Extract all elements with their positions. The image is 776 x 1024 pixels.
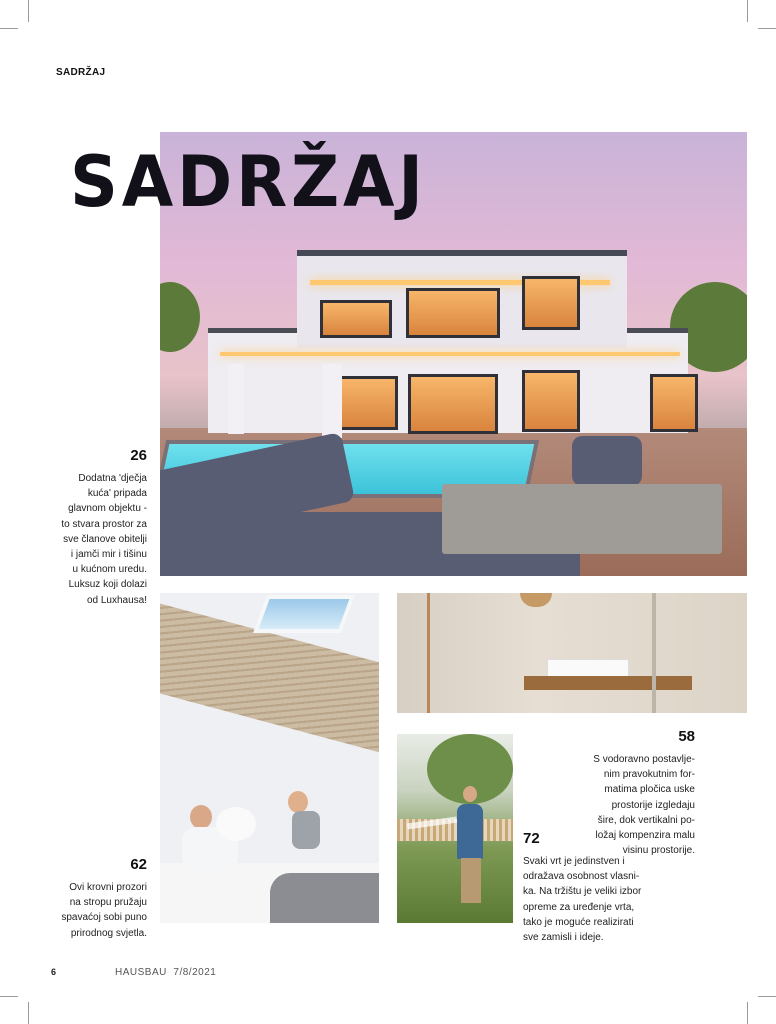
page-number[interactable]: 26 xyxy=(130,447,147,464)
page-number[interactable]: 58 xyxy=(678,728,695,745)
crop-mark xyxy=(758,28,776,29)
caption-line: u kućnom uredu. xyxy=(72,564,147,576)
window xyxy=(650,374,698,432)
caption-line: prirodnog svjetla. xyxy=(70,927,147,939)
gardener-head xyxy=(463,786,477,802)
caption-line: ložaj kompenzira malu xyxy=(595,830,695,842)
caption-line: glavnom objektu - xyxy=(68,503,147,515)
caption-line: Dodatna 'dječja xyxy=(78,473,147,484)
tree-left xyxy=(160,282,200,352)
crop-mark xyxy=(747,1002,748,1024)
pillar xyxy=(228,364,244,434)
caption-line: odražava osobnost vlasni- xyxy=(523,871,640,883)
crop-mark xyxy=(0,996,18,997)
caption-line: Svaki vrt je jedinstven i xyxy=(523,856,625,867)
article-caption-26 xyxy=(37,447,147,608)
page-number[interactable]: 62 xyxy=(130,856,147,873)
window xyxy=(522,370,580,432)
shower-glass xyxy=(652,593,656,713)
pillow xyxy=(216,807,256,841)
pillar xyxy=(322,364,342,438)
coffee-table xyxy=(442,484,722,554)
gardener xyxy=(457,804,483,859)
article-caption-62 xyxy=(37,856,147,941)
caption-line: kuća' pripada xyxy=(87,488,147,500)
photo-bathroom xyxy=(397,593,747,713)
light-strip xyxy=(220,352,680,356)
window xyxy=(522,276,580,330)
caption-line: sve zamisli i ideje. xyxy=(523,932,604,944)
caption-line: i jamči mir i tišinu xyxy=(70,549,147,561)
skylight-window xyxy=(253,595,355,633)
footer-magazine-issue: HAUSBAU 7/8/2021 xyxy=(115,967,217,978)
caption-line: Ovi krovni prozori xyxy=(69,882,147,893)
caption-line: prostorije izgledaju xyxy=(611,799,695,811)
caption-line: šire, dok vertikalni po- xyxy=(597,814,695,826)
caption-line: sve članove obitelji xyxy=(63,533,147,545)
caption-line: visinu prostorije. xyxy=(622,845,695,857)
towel-ladder xyxy=(427,593,430,713)
crop-mark xyxy=(747,0,748,22)
child-body xyxy=(292,811,320,849)
crop-mark xyxy=(28,1002,29,1024)
pendant-lamp xyxy=(520,593,552,607)
crop-mark xyxy=(0,28,18,29)
caption-line: tako je moguće realizirati xyxy=(523,916,634,928)
caption-line: spavaćoj sobi puno xyxy=(61,912,147,924)
caption-line: opreme za uređenje vrta, xyxy=(523,901,635,913)
wooden-vanity xyxy=(524,676,692,690)
gardener-legs xyxy=(461,858,481,903)
caption-line: nim pravokutnim for- xyxy=(603,769,695,781)
caption-line: ka. Na tržištu je veliki izbor xyxy=(523,886,642,898)
window xyxy=(320,300,392,338)
father xyxy=(190,805,212,829)
caption-line: Luksuz koji dolazi xyxy=(68,579,147,591)
blanket xyxy=(270,873,379,923)
page-number[interactable]: 72 xyxy=(523,830,540,847)
caption-line: to stvara prostor za xyxy=(61,518,147,530)
photo-garden xyxy=(397,734,513,923)
caption-line: na stropu pružaju xyxy=(69,897,147,909)
caption-line: od Luxhausa! xyxy=(86,594,147,606)
caption-line: S vodoravno postavlje- xyxy=(593,754,695,765)
photo-bedroom-skylight xyxy=(160,593,379,923)
child xyxy=(288,791,308,813)
crop-mark xyxy=(758,996,776,997)
section-label: SADRŽAJ xyxy=(56,67,106,78)
window xyxy=(408,374,498,434)
page-title: SADRŽAJ xyxy=(70,141,427,223)
footer-page-number: 6 xyxy=(51,967,57,977)
lounge-chair xyxy=(572,436,642,486)
window xyxy=(406,288,500,338)
article-caption-72 xyxy=(523,830,653,945)
crop-mark xyxy=(28,0,29,22)
caption-line: matima pločica uske xyxy=(604,784,695,796)
